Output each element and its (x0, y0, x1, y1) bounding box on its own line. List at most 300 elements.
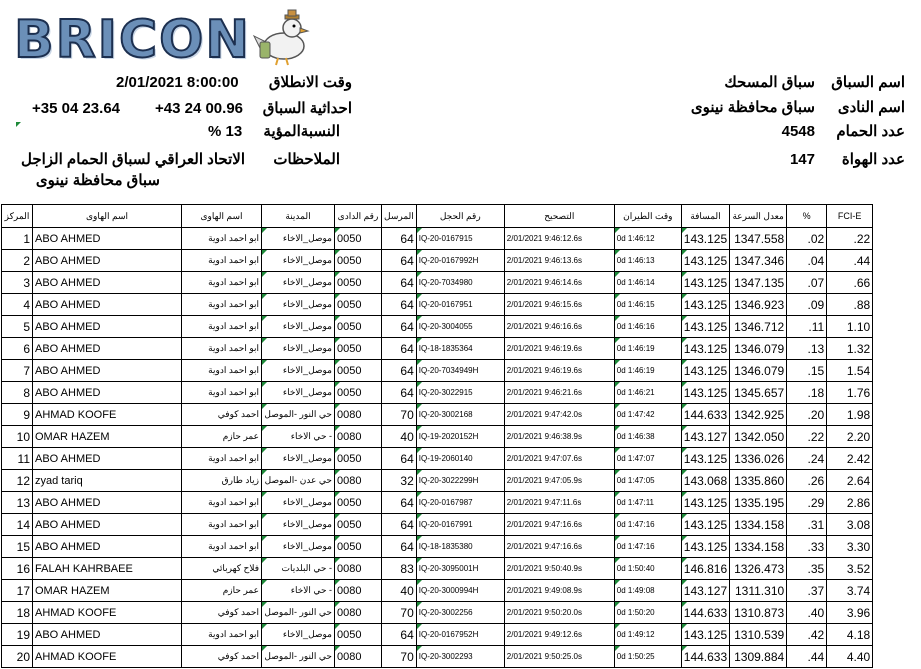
cell-comment-marker (335, 558, 340, 563)
cell-comment-marker (615, 602, 620, 607)
club-name-value: سباق محافظة نينوى (690, 99, 815, 116)
cell-flight-time (614, 646, 681, 668)
cell-arrival-text: 2/01/2021 9:46:19.6s (506, 366, 582, 375)
cell-sent-text: 70 (400, 605, 414, 620)
cell-city (262, 250, 335, 272)
cell-comment-marker (262, 602, 267, 607)
cell-fancier-en (33, 360, 182, 382)
cell-sent-text: 64 (400, 451, 414, 466)
col-header-city: المدينة (262, 205, 335, 228)
cell-ring-no-text: IQ-20-0167987 (418, 498, 473, 507)
cell-speed (730, 602, 787, 624)
cell-comment-marker (335, 492, 340, 497)
cell-speed-text: 1336.026 (734, 451, 785, 466)
cell-comment-marker (615, 558, 620, 563)
cell-sent (382, 272, 417, 294)
cell-city-text: - حي الاخاء (290, 585, 332, 595)
cell-percent-text: .20 (807, 407, 825, 422)
pigeons-count-value: 4548 (781, 123, 815, 140)
cell-comment-marker (682, 624, 687, 629)
cell-speed (730, 646, 787, 668)
cell-club-no (335, 382, 382, 404)
cell-speed (730, 382, 787, 404)
cell-distance (681, 646, 729, 668)
cell-city-text: موصل_الاخاء (282, 519, 332, 529)
cell-comment-marker (615, 294, 620, 299)
table-row (2, 316, 873, 338)
cell-speed-text: 1346.923 (734, 297, 785, 312)
cell-club-no (335, 646, 382, 668)
cell-club-no (335, 580, 382, 602)
cell-fancier-ar-text: عمر حازم (222, 585, 259, 595)
cell-sent (382, 404, 417, 426)
cell-comment-marker (682, 536, 687, 541)
cell-fci-text: 1.76 (846, 385, 871, 400)
cell-flight-time (614, 228, 681, 250)
cell-arrival-text: 2/01/2021 9:47:42.0s (506, 410, 582, 419)
cell-speed-text: 1346.079 (734, 363, 785, 378)
cell-comment-marker (417, 624, 422, 629)
cell-arrival (504, 492, 614, 514)
table-row (2, 624, 873, 646)
cell-sent-text: 64 (400, 495, 414, 510)
cell-fancier-en-text: ABO AHMED (35, 386, 101, 399)
cell-club-no (335, 338, 382, 360)
cell-rank (2, 272, 33, 294)
coord-second: +35 04 23.64 (32, 100, 121, 117)
cell-rank-text: 18 (16, 605, 30, 620)
cell-ring-no-text: IQ-18-1835380 (418, 542, 473, 551)
col-header-flight-time: وقت الطيران (614, 205, 681, 228)
cell-comment-marker (615, 404, 620, 409)
cell-rank (2, 558, 33, 580)
cell-ring-no-text: IQ-20-0167915 (418, 234, 473, 243)
cell-fancier-ar-text: ابو احمد ادوية (208, 453, 259, 463)
cell-flight-time (614, 558, 681, 580)
cell-comment-marker (262, 404, 267, 409)
cell-comment-marker (615, 514, 620, 519)
cell-distance-text: 143.068 (683, 473, 728, 488)
cell-city-text: حي النور -الموصل (264, 651, 332, 661)
table-row (2, 272, 873, 294)
cell-flight-time (614, 360, 681, 382)
cell-comment-marker (682, 646, 687, 651)
cell-ring-no (416, 558, 504, 580)
cell-fancier-en-text: AHMAD KOOFE (35, 606, 117, 619)
cell-city-text: موصل_الاخاء (282, 233, 332, 243)
cell-fci (827, 492, 873, 514)
cell-comment-marker (262, 448, 267, 453)
cell-fci (827, 316, 873, 338)
cell-flight-time-text: 0d 1:47:16 (616, 520, 655, 529)
cell-fci (827, 272, 873, 294)
cell-rank (2, 404, 33, 426)
cell-comment-marker (262, 426, 267, 431)
cell-city (262, 558, 335, 580)
cell-rank (2, 426, 33, 448)
cell-fci-text: 4.18 (846, 627, 871, 642)
cell-sent-text: 32 (400, 473, 414, 488)
cell-flight-time (614, 580, 681, 602)
cell-arrival (504, 536, 614, 558)
cell-rank-text: 13 (16, 495, 30, 510)
cell-distance (681, 250, 729, 272)
cell-rank (2, 536, 33, 558)
cell-flight-time (614, 426, 681, 448)
cell-speed (730, 492, 787, 514)
cell-comment-marker (262, 624, 267, 629)
cell-fci-text: 3.30 (846, 539, 871, 554)
cell-fancier-ar-text: ابو احمد ادوية (208, 519, 259, 529)
cell-fancier-ar-text: احمد كوفي (217, 607, 259, 617)
cell-fancier-en (33, 426, 182, 448)
cell-flight-time-text: 0d 1:50:40 (616, 564, 655, 573)
cell-fancier-ar-text: ابو احمد ادوية (208, 497, 259, 507)
cell-speed-text: 1347.346 (734, 253, 785, 268)
cell-fancier-ar (182, 558, 262, 580)
cell-comment-marker (615, 426, 620, 431)
cell-distance (681, 338, 729, 360)
cell-flight-time (614, 382, 681, 404)
cell-distance (681, 624, 729, 646)
cell-comment-marker (417, 382, 422, 387)
cell-club-no-text: 0080 (337, 430, 362, 443)
cell-ring-no-text: IQ-18-1835364 (418, 344, 473, 353)
cell-ring-no (416, 404, 504, 426)
cell-distance-text: 143.125 (683, 517, 728, 532)
cell-sent-text: 64 (400, 385, 414, 400)
cell-rank (2, 294, 33, 316)
cell-fci (827, 580, 873, 602)
cell-city-text: موصل_الاخاء (282, 629, 332, 639)
cell-percent (787, 228, 827, 250)
cell-ring-no-text: IQ-20-3002293 (418, 652, 473, 661)
cell-comment-marker (335, 250, 340, 255)
cell-percent-text: .33 (807, 539, 825, 554)
cell-sent (382, 624, 417, 646)
cell-fancier-ar (182, 470, 262, 492)
cell-city-text: موصل_الاخاء (282, 255, 332, 265)
cell-rank-text: 10 (16, 429, 30, 444)
cell-distance (681, 382, 729, 404)
cell-city (262, 492, 335, 514)
cell-speed (730, 338, 787, 360)
cell-club-no (335, 624, 382, 646)
cell-distance (681, 536, 729, 558)
cell-ring-no (416, 492, 504, 514)
fanciers-count-label: عدد الهواة (841, 151, 905, 168)
cell-ring-no-text: IQ-19-2060140 (418, 454, 473, 463)
cell-club-no-text: 0050 (337, 452, 362, 465)
cell-fancier-en (33, 536, 182, 558)
cell-flight-time (614, 492, 681, 514)
cell-ring-no-text: IQ-20-0167991 (418, 520, 473, 529)
cell-comment-marker (417, 316, 422, 321)
cell-fci-text: 2.42 (846, 451, 871, 466)
cell-sent-text: 70 (400, 649, 414, 664)
cell-sent (382, 536, 417, 558)
cell-comment-marker (615, 624, 620, 629)
col-header-fancier-ar: اسم الهاوى (182, 205, 262, 228)
cell-ring-no (416, 294, 504, 316)
cell-city-text: - حي البلديات (281, 563, 332, 573)
cell-rank-text: 16 (16, 561, 30, 576)
table-row (2, 602, 873, 624)
cell-comment-marker (335, 382, 340, 387)
cell-fci-text: 3.08 (846, 517, 871, 532)
cell-flight-time-text: 0d 1:46:21 (616, 388, 655, 397)
cell-club-no-text: 0050 (337, 496, 362, 509)
cell-fancier-en (33, 448, 182, 470)
cell-speed (730, 514, 787, 536)
cell-comment-marker (16, 122, 21, 127)
cell-fancier-ar-text: احمد كوفي (217, 651, 259, 661)
cell-comment-marker (417, 492, 422, 497)
cell-arrival-text: 2/01/2021 9:47:05.9s (506, 476, 582, 485)
cell-fancier-en (33, 602, 182, 624)
cell-distance (681, 558, 729, 580)
cell-flight-time (614, 294, 681, 316)
cell-ring-no (416, 580, 504, 602)
cell-flight-time-text: 0d 1:47:16 (616, 542, 655, 551)
cell-flight-time-text: 0d 1:46:13 (616, 256, 655, 265)
cell-fci (827, 448, 873, 470)
cell-speed (730, 272, 787, 294)
cell-club-no-text: 0050 (337, 342, 362, 355)
cell-city-text: حي عدن -الموصل (264, 475, 332, 485)
cell-arrival (504, 580, 614, 602)
cell-club-no (335, 250, 382, 272)
cell-comment-marker (417, 360, 422, 365)
cell-comment-marker (262, 272, 267, 277)
cell-flight-time (614, 470, 681, 492)
cell-arrival (504, 360, 614, 382)
cell-club-no-text: 0080 (337, 650, 362, 663)
cell-flight-time (614, 536, 681, 558)
cell-arrival-text: 2/01/2021 9:46:12.6s (506, 234, 582, 243)
cell-city (262, 316, 335, 338)
cell-comment-marker (262, 580, 267, 585)
cell-rank (2, 580, 33, 602)
cell-city (262, 272, 335, 294)
cell-speed (730, 558, 787, 580)
cell-arrival (504, 250, 614, 272)
cell-flight-time (614, 250, 681, 272)
cell-flight-time (614, 624, 681, 646)
cell-arrival (504, 514, 614, 536)
cell-city (262, 602, 335, 624)
cell-city (262, 580, 335, 602)
cell-comment-marker (682, 382, 687, 387)
cell-comment-marker (417, 250, 422, 255)
cell-comment-marker (417, 470, 422, 475)
table-row (2, 250, 873, 272)
cell-fancier-ar (182, 624, 262, 646)
cell-percent (787, 272, 827, 294)
cell-city (262, 338, 335, 360)
cell-city (262, 470, 335, 492)
cell-comment-marker (682, 492, 687, 497)
percent-value: % 13 (208, 123, 243, 140)
cell-percent (787, 492, 827, 514)
col-header-speed: معدل السرعة (730, 205, 787, 228)
cell-fancier-en (33, 228, 182, 250)
cell-percent (787, 602, 827, 624)
cell-ring-no (416, 646, 504, 668)
cell-percent-text: .07 (807, 275, 825, 290)
cell-arrival (504, 228, 614, 250)
logo-text: BRICON (14, 10, 251, 70)
cell-club-no (335, 558, 382, 580)
cell-ring-no-text: IQ-20-3022915 (418, 388, 473, 397)
cell-fancier-ar-text: ابو احمد ادوية (208, 541, 259, 551)
cell-fancier-ar (182, 294, 262, 316)
cell-speed-text: 1342.050 (734, 429, 785, 444)
cell-comment-marker (335, 624, 340, 629)
coords-label: احداثية السباق (262, 100, 352, 117)
cell-fancier-en (33, 294, 182, 316)
start-time-label: وقت الانطلاق (268, 74, 352, 91)
cell-arrival-text: 2/01/2021 9:49:08.9s (506, 586, 582, 595)
cell-speed (730, 228, 787, 250)
cell-comment-marker (262, 514, 267, 519)
cell-sent-text: 64 (400, 517, 414, 532)
cell-club-no-text: 0080 (337, 408, 362, 421)
cell-distance (681, 470, 729, 492)
cell-comment-marker (335, 294, 340, 299)
cell-percent-text: .15 (807, 363, 825, 378)
notes-label: الملاحظات (273, 151, 340, 168)
cell-arrival-text: 2/01/2021 9:46:14.6s (506, 278, 582, 287)
cell-club-no (335, 492, 382, 514)
cell-fancier-en-text: OMAR HAZEM (35, 430, 110, 443)
col-header-arrival: التصحيح (504, 205, 614, 228)
cell-ring-no-text: IQ-20-3095001H (418, 564, 479, 573)
cell-comment-marker (682, 558, 687, 563)
cell-fci (827, 470, 873, 492)
cell-speed-text: 1326.473 (734, 561, 785, 576)
cell-comment-marker (417, 536, 422, 541)
cell-city (262, 624, 335, 646)
cell-fci (827, 558, 873, 580)
cell-club-no-text: 0050 (337, 364, 362, 377)
cell-arrival-text: 2/01/2021 9:47:07.6s (506, 454, 582, 463)
col-header-rank: المركز (2, 205, 33, 228)
cell-fancier-en (33, 580, 182, 602)
cell-percent-text: .31 (807, 517, 825, 532)
cell-comment-marker (417, 514, 422, 519)
cell-club-no (335, 272, 382, 294)
cell-fancier-ar (182, 404, 262, 426)
cell-sent-text: 64 (400, 539, 414, 554)
cell-fci (827, 536, 873, 558)
table-row (2, 294, 873, 316)
cell-distance-text: 143.125 (683, 341, 728, 356)
cell-fancier-en-text: ABO AHMED (35, 364, 101, 377)
table-row (2, 404, 873, 426)
cell-fancier-ar (182, 338, 262, 360)
table-row (2, 536, 873, 558)
cell-comment-marker (262, 360, 267, 365)
cell-arrival-text: 2/01/2021 9:46:38.9s (506, 432, 582, 441)
cell-arrival (504, 316, 614, 338)
cell-arrival-text: 2/01/2021 9:47:16.6s (506, 520, 582, 529)
cell-comment-marker (262, 316, 267, 321)
cell-fancier-en (33, 492, 182, 514)
cell-percent-text: .04 (807, 253, 825, 268)
table-row (2, 646, 873, 668)
cell-sent (382, 602, 417, 624)
cell-fci (827, 382, 873, 404)
cell-comment-marker (417, 228, 422, 233)
cell-distance-text: 143.125 (683, 319, 728, 334)
cell-speed-text: 1335.860 (734, 473, 785, 488)
cell-city (262, 646, 335, 668)
cell-ring-no-text: IQ-20-3004055 (418, 322, 473, 331)
table-row (2, 426, 873, 448)
cell-comment-marker (682, 360, 687, 365)
cell-comment-marker (262, 558, 267, 563)
cell-fci-text: 1.54 (846, 363, 871, 378)
cell-fancier-en-text: ABO AHMED (35, 320, 101, 333)
cell-ring-no-text: IQ-20-3002168 (418, 410, 473, 419)
cell-city-text: موصل_الاخاء (282, 299, 332, 309)
cell-sent (382, 382, 417, 404)
cell-fancier-ar-text: فلاح كهربائي (212, 563, 259, 573)
cell-rank-text: 7 (23, 363, 30, 378)
notes-line-1: الاتحاد العراقي لسباق الحمام الزاجل (20, 151, 245, 168)
cell-club-no-text: 0050 (337, 628, 362, 641)
cell-comment-marker (335, 602, 340, 607)
cell-comment-marker (335, 646, 340, 651)
cell-distance-text: 143.125 (683, 363, 728, 378)
cell-comment-marker (262, 536, 267, 541)
cell-sent-text: 64 (400, 253, 414, 268)
cell-percent (787, 360, 827, 382)
cell-speed-text: 1345.657 (734, 385, 785, 400)
cell-fancier-en-text: FALAH KAHRBAEE (35, 562, 133, 575)
cell-percent (787, 426, 827, 448)
cell-comment-marker (682, 316, 687, 321)
cell-fci (827, 404, 873, 426)
col-header-ring-no: رقم الحجل (416, 205, 504, 228)
cell-fancier-en (33, 624, 182, 646)
cell-ring-no (416, 382, 504, 404)
cell-comment-marker (615, 272, 620, 277)
cell-percent-text: .29 (807, 495, 825, 510)
cell-fci-text: 2.20 (846, 429, 871, 444)
cell-speed (730, 404, 787, 426)
col-header-sent: المرسل (382, 205, 417, 228)
cell-distance-text: 144.633 (683, 605, 728, 620)
cell-ring-no (416, 250, 504, 272)
cell-fci-text: 2.86 (846, 495, 871, 510)
cell-city (262, 382, 335, 404)
cell-club-no (335, 514, 382, 536)
cell-comment-marker (262, 294, 267, 299)
cell-percent-text: .09 (807, 297, 825, 312)
cell-club-no-text: 0050 (337, 540, 362, 553)
notes-line-2: سباق محافظة نينوى (35, 172, 160, 189)
cell-city-text: موصل_الاخاء (282, 321, 332, 331)
cell-comment-marker (335, 536, 340, 541)
cell-fci-text: 3.52 (846, 561, 871, 576)
cell-city-text: موصل_الاخاء (282, 541, 332, 551)
cell-comment-marker (682, 250, 687, 255)
cell-fancier-ar-text: عمر حازم (222, 431, 259, 441)
cell-sent (382, 250, 417, 272)
cell-comment-marker (682, 426, 687, 431)
